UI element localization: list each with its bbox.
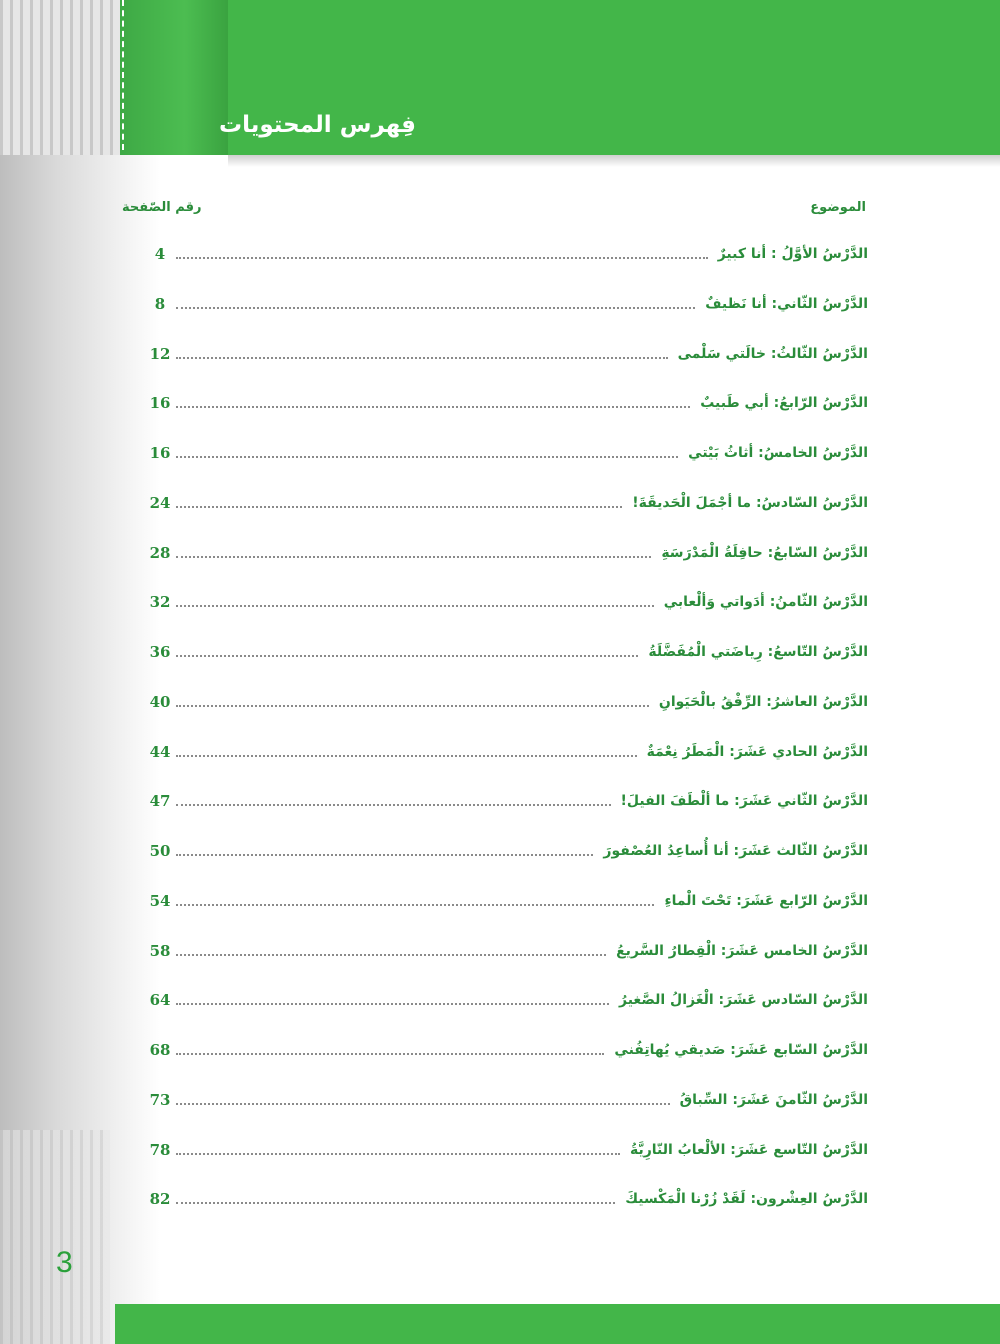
page-column-header: رقم الصّفحة xyxy=(122,200,202,215)
toc-page-number: 12 xyxy=(149,345,171,363)
toc-lesson-title: الدَّرْسُ التّاسع عَشَرَ: الألْعابُ النّارِيَّةُ xyxy=(629,1142,868,1158)
toc-page-number: 73 xyxy=(149,1091,171,1109)
toc-entry[interactable] xyxy=(120,989,868,1011)
toc-dot-leader xyxy=(176,655,638,657)
toc-lesson-title: الدَّرْسُ الخامسُ: أثاثُ بَيْتي xyxy=(688,445,868,461)
toc-page-number: 24 xyxy=(149,494,171,512)
toc-page-number: 8 xyxy=(154,295,166,313)
toc-dot-leader xyxy=(176,556,651,558)
toc-dot-leader xyxy=(176,755,637,757)
toc-page-number: 28 xyxy=(149,544,171,562)
toc-lesson-title: الدَّرْسُ الثّالثُ: خالَتي سَلْمى xyxy=(677,346,868,362)
toc-dot-leader xyxy=(176,456,678,458)
toc-dot-leader xyxy=(176,506,622,508)
toc-lesson-title: الدَّرْسُ الثّالث عَشَرَ: أنا أُساعِدُ العُصْفورَ xyxy=(603,843,868,859)
toc-dot-leader xyxy=(176,1103,670,1105)
toc-entry[interactable] xyxy=(120,691,868,713)
header-fold xyxy=(120,0,228,155)
toc-page-number: 82 xyxy=(149,1190,171,1208)
toc-entry[interactable] xyxy=(120,542,868,564)
toc-page-number: 44 xyxy=(149,743,171,761)
toc-page-number: 4 xyxy=(154,245,166,263)
toc-dot-leader xyxy=(176,1153,620,1155)
toc-dot-leader xyxy=(176,705,649,707)
page-number: 3 xyxy=(56,1246,73,1279)
toc-dot-leader xyxy=(176,1053,604,1055)
toc-page-number: 58 xyxy=(149,942,171,960)
toc-entry[interactable] xyxy=(120,790,868,812)
toc-entry[interactable] xyxy=(120,890,868,912)
toc-entry[interactable] xyxy=(120,741,868,763)
footer-band xyxy=(115,1304,1000,1344)
toc-lesson-title: الدَّرْسُ الثّامنُ: أدَواتي وَألْعابي xyxy=(663,594,868,610)
toc-dot-leader xyxy=(176,605,654,607)
toc-dot-leader xyxy=(176,1003,609,1005)
toc-entry[interactable] xyxy=(120,1039,868,1061)
toc-page-number: 50 xyxy=(149,842,171,860)
toc-entry[interactable] xyxy=(120,940,868,962)
toc-entry[interactable] xyxy=(120,343,868,365)
toc-lesson-title: الدَّرْسُ العاشرُ: الرِّفْقُ بالْحَيَوانِ xyxy=(658,694,868,710)
toc-dot-leader xyxy=(176,954,606,956)
toc-entry[interactable] xyxy=(120,442,868,464)
toc-lesson-title: الدَّرْسُ السّابع عَشَرَ: صَديقي يُهاتِفُني xyxy=(614,1042,868,1058)
toc-entry[interactable] xyxy=(120,1089,868,1111)
gutter-stripes-top xyxy=(0,0,120,155)
page-title: فِهرس المحتويات xyxy=(218,112,416,138)
toc-lesson-title: الدَّرْسُ السّادسُ: ما أجْمَلَ الْحَديقَةَ! xyxy=(632,495,868,511)
gutter-stripes-bottom xyxy=(0,1130,110,1344)
toc-entry[interactable] xyxy=(120,1188,868,1210)
toc-lesson-title: الدَّرْسُ الخامس عَشَرَ: الْقِطارُ السَّريعُ xyxy=(616,943,868,959)
toc-lesson-title: الدَّرْسُ الرّابع عَشَرَ: تَحْتَ الْماءِ xyxy=(664,893,868,909)
toc-page-number: 64 xyxy=(149,991,171,1009)
toc-entry[interactable] xyxy=(120,641,868,663)
toc-dot-leader xyxy=(176,1202,615,1204)
toc-lesson-title: الدَّرْسُ الثّاني: أنا نَظيفٌ xyxy=(705,296,868,312)
toc-entry[interactable] xyxy=(120,293,868,315)
toc-page-number: 68 xyxy=(149,1041,171,1059)
toc-page-number: 78 xyxy=(149,1141,171,1159)
toc-dot-leader xyxy=(176,804,611,806)
toc-entry[interactable] xyxy=(120,1139,868,1161)
toc-entry[interactable] xyxy=(120,591,868,613)
toc-page-number: 54 xyxy=(149,892,171,910)
toc-page-number: 40 xyxy=(149,693,171,711)
toc-lesson-title: الدَّرْسُ العِشْرون: لَقَدْ زُرْنا الْمَكْسيكَ xyxy=(625,1191,868,1207)
toc-lesson-title: الدَّرْسُ الحادي عَشَرَ: الْمَطَرُ نِعْمَةٌ xyxy=(646,744,868,760)
toc-page-number: 32 xyxy=(149,593,171,611)
toc-lesson-title: الدَّرْسُ الثّاني عَشَرَ: ما ألْطَفَ الفيلَ! xyxy=(620,793,868,809)
toc-dot-leader xyxy=(176,357,668,359)
toc-entry[interactable] xyxy=(120,243,868,265)
toc-entry[interactable] xyxy=(120,392,868,414)
toc-page-number: 36 xyxy=(149,643,171,661)
toc-dot-leader xyxy=(176,854,593,856)
toc-lesson-title: الدَّرْسُ الأوَّلُ : أنا كبيرٌ xyxy=(717,246,868,262)
toc-dot-leader xyxy=(176,406,690,408)
toc-page-number: 47 xyxy=(149,792,171,810)
toc-dot-leader xyxy=(176,257,708,259)
toc-lesson-title: الدَّرْسُ السّادس عَشَرَ: الْغَزالُ الصَّغيرُ xyxy=(619,992,868,1008)
toc-lesson-title: الدَّرْسُ الثّامنَ عَشَرَ: السِّباقُ xyxy=(679,1092,868,1108)
toc-lesson-title: الدَّرْسُ الرّابعُ: أبي طَبيبٌ xyxy=(700,395,868,411)
topic-column-header: الموضوع xyxy=(810,200,866,215)
header-stitch-line xyxy=(122,0,124,150)
toc-dot-leader xyxy=(176,904,654,906)
toc-entry[interactable] xyxy=(120,492,868,514)
toc-dot-leader xyxy=(176,307,695,309)
toc-lesson-title: الدَّرْسُ السّابعُ: حافِلَةُ الْمَدْرَسَةِ xyxy=(661,545,868,561)
toc-page-number: 16 xyxy=(149,394,171,412)
toc-lesson-title: الدَّرْسُ التّاسعُ: رِياضَتي الْمُفَضَّلَةُ xyxy=(648,644,868,660)
toc-entry[interactable] xyxy=(120,840,868,862)
toc-page-number: 16 xyxy=(149,444,171,462)
header-shadow xyxy=(228,155,1000,167)
